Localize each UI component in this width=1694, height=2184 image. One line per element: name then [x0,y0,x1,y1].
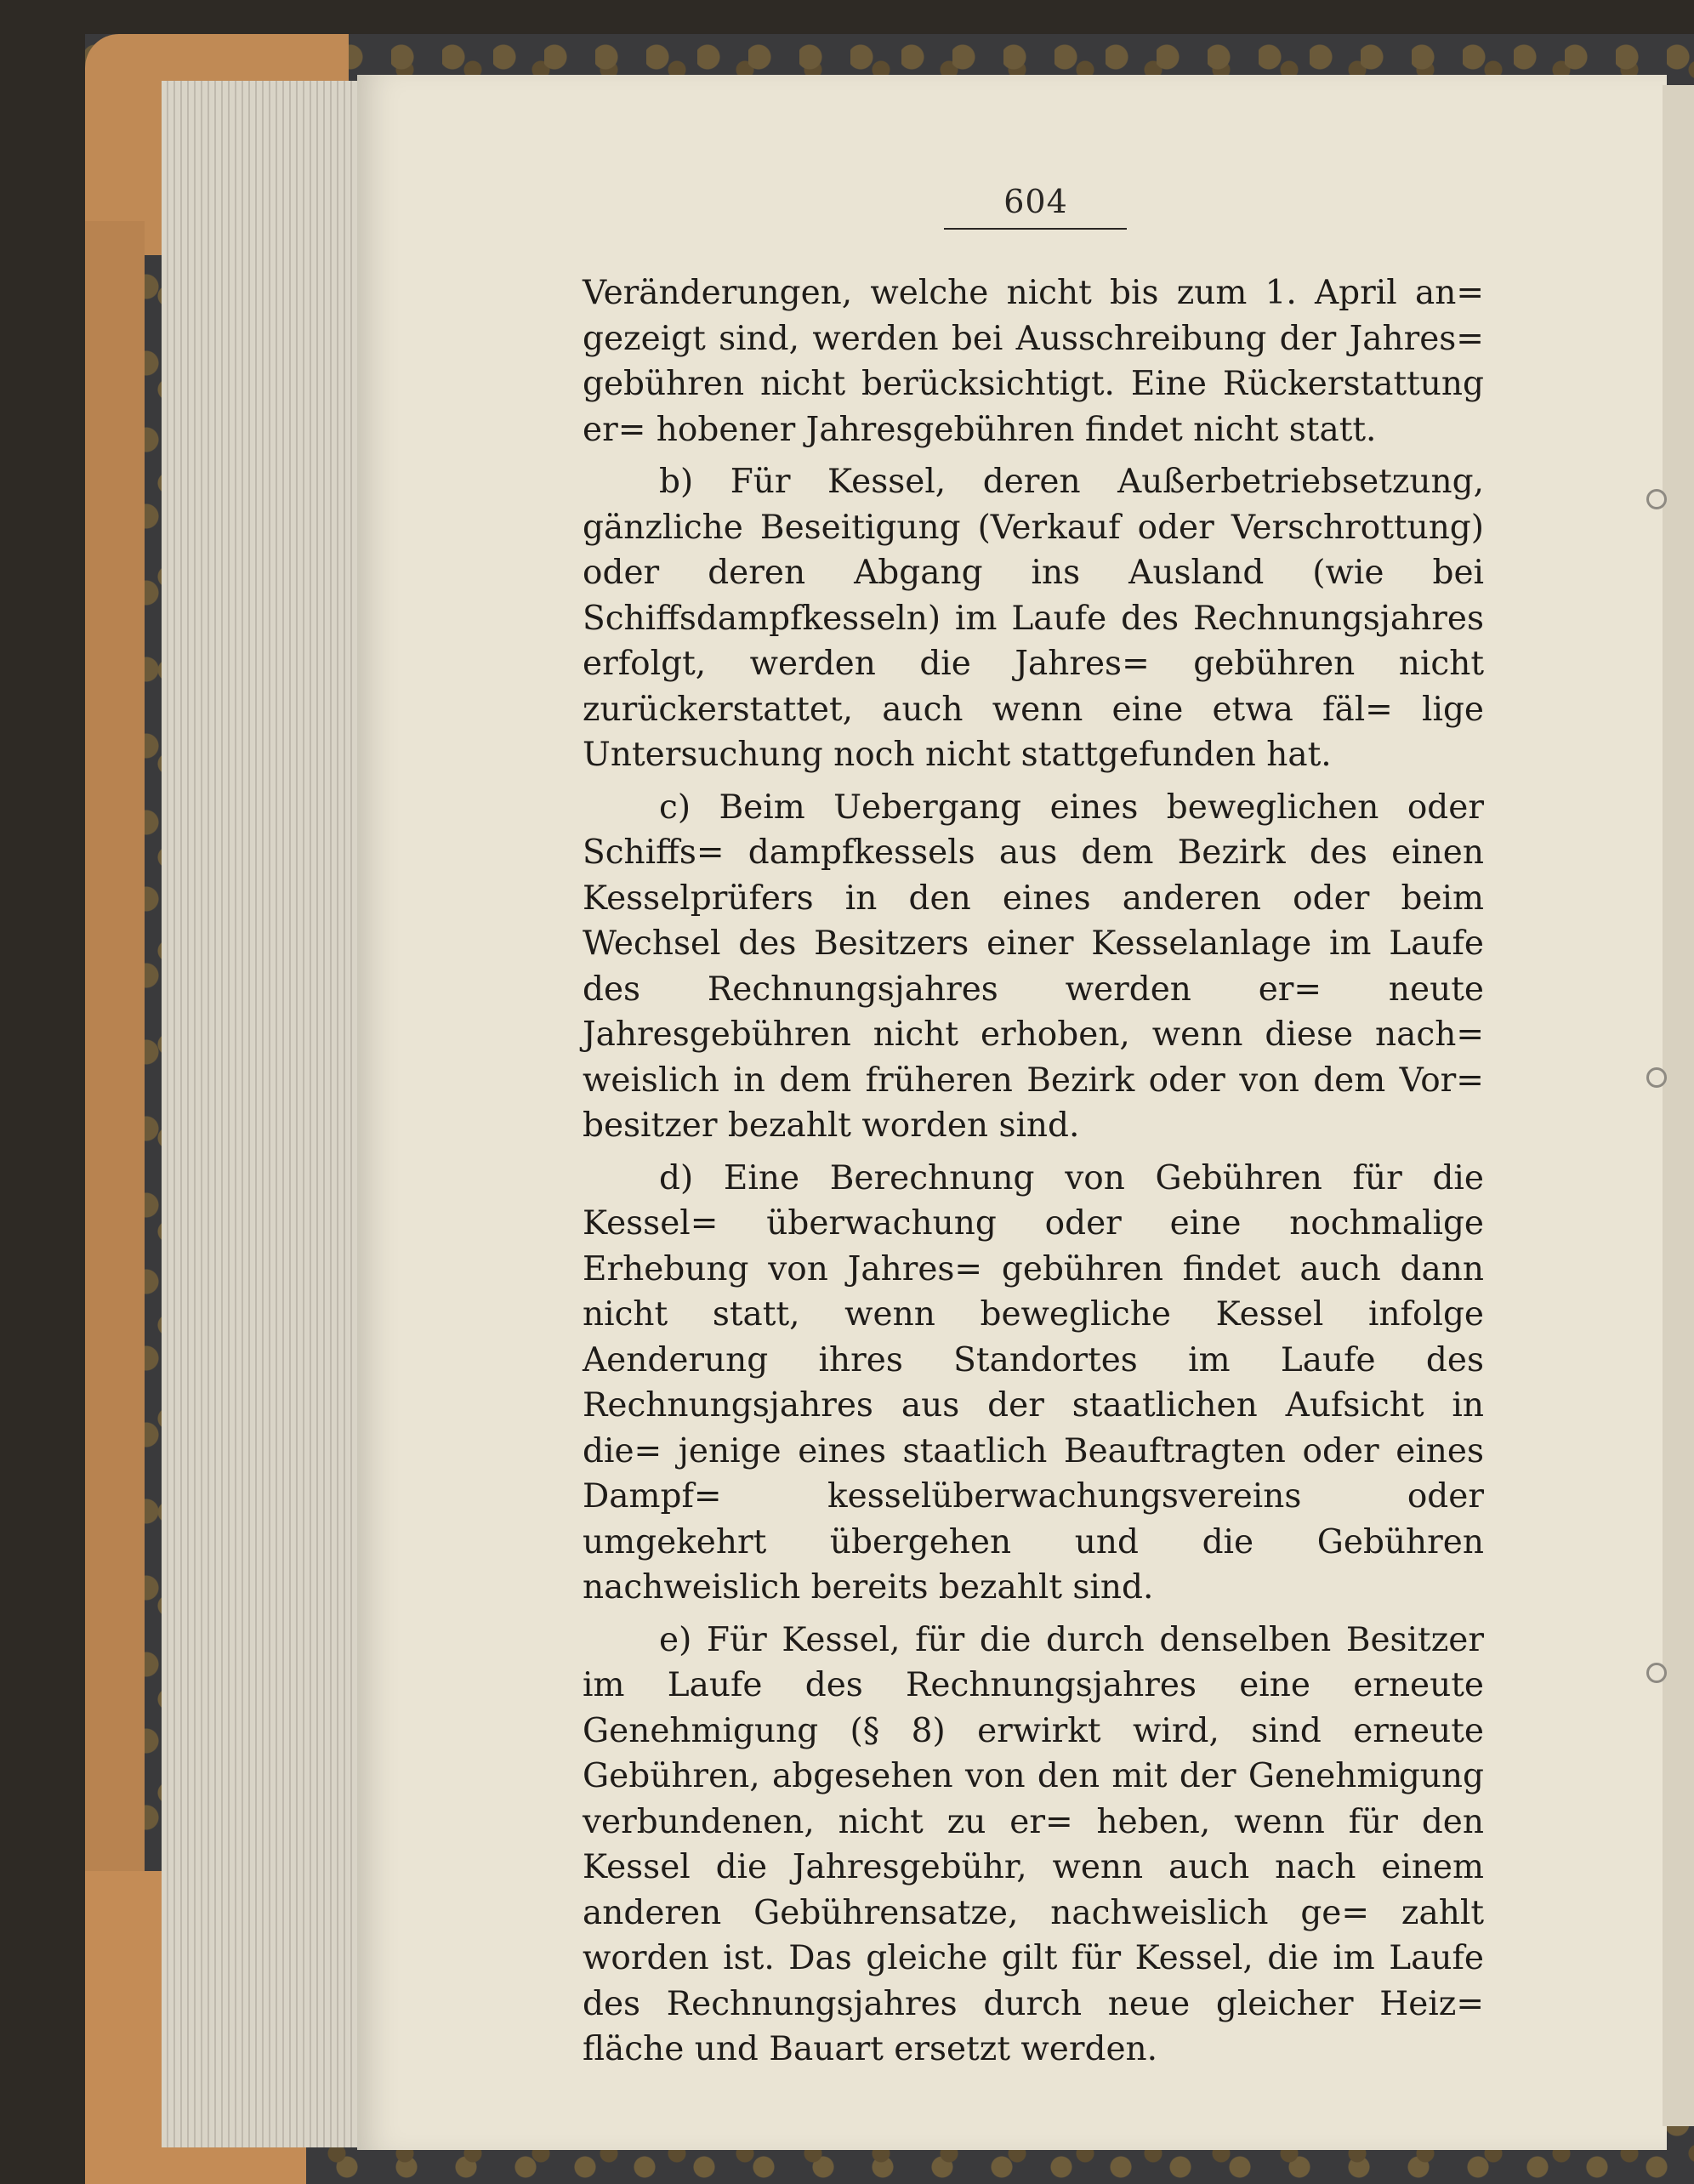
page-number: 604 [1003,183,1068,220]
paragraph-b: b) Für Kessel, deren Außerbetriebsetzung, gänzliche Beseitigung (Verkauf oder Verschrottung) oder deren Abgang ins Ausland (wie bei Schiffsdampfkesseln) im Laufe des Rechnungsjahres erfolgt, werden die Jahres= gebühren nicht zurückerstattet, auch wenn eine etwa fäl= lige Untersuchung noch nicht stattgefunden hat. [583,463,1484,774]
paragraph-e: e) Für Kessel, für die durch denselben Besitzer im Laufe des Rechnungsjahres eine erneute Genehmigung (§ 8) erwirkt wird, sind erneute Gebühren, abgesehen von den mit der Genehmigung verbundenen, nicht zu er= heben, wenn für den Kessel die Jahresgebühr, wenn auch nach einem anderen Gebührensatze, nachweislich ge= zahlt worden ist. Das gleiche gilt für Kessel, die im Laufe des Rechnungsjahres durch neue gleicher Heiz= fläche und Bauart ersetzt werden. [583,1620,1484,2068]
binding-ring [1646,1663,1667,1683]
facing-page-edge [1663,85,1694,2126]
paragraph: Veränderungen, welche nicht bis zum 1. April an= gezeigt sind, werden bei Ausschreibung der Jahres= gebühren nicht berücksichtigt. Eine Rückerstattung er= hobener Jahresgebühren findet nicht statt. [583,274,1484,449]
paragraph-c: c) Beim Uebergang eines beweglichen oder Schiffs= dampfkessels aus dem Bezirk des einen Kesselprüfers in den eines anderen oder beim Wechsel des Besitzers einer Kesselanlage im Laufe des Rechnungsjahres werden er= neute Jahresgebühren nicht erhoben, wenn diese nach= weislich in dem früheren Bezirk oder von dem Vor= besitzer bezahlt worden sind. [583,788,1484,1145]
page-body [583,270,1484,2079]
paragraph-d: d) Eine Berechnung von Gebühren für die Kessel= überwachung oder eine nochmalige Erhebung von Jahres= gebühren findet auch dann nicht statt, wenn bewegliche Kessel infolge Aenderung ihres Standortes im Laufe des Rechnungsjahres aus der staatlichen Aufsicht in die= jenige eines staatlich Beauftragten oder eines Dampf= kesselüberwachungsvereins oder umgekehrt übergehen und die Gebühren nachweislich bereits bezahlt sind. [583,1158,1484,1607]
binding-ring [1646,1067,1667,1088]
page-block-edges [162,81,359,2147]
leather-spine [85,221,145,1888]
header-rule [944,228,1127,230]
binding-ring [1646,489,1667,509]
